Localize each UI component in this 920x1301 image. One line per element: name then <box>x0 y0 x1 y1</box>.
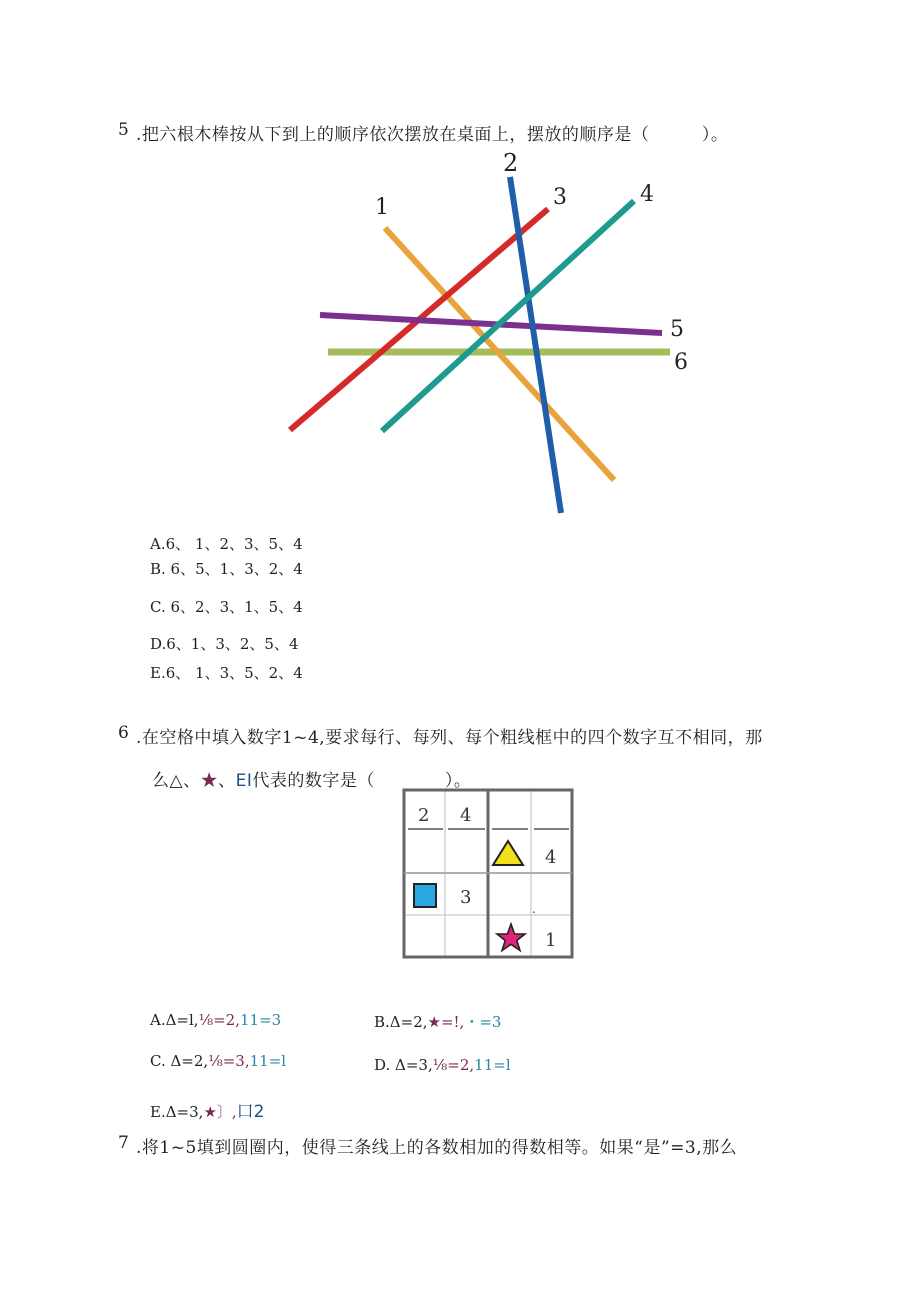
star-symbol: ★ <box>200 771 219 791</box>
q5-option-b[interactable]: B. 6、5、1、3、2、4 <box>150 560 303 578</box>
q5-option-a[interactable]: A.6、 1、2、3、5、4 <box>150 535 303 553</box>
cell-r1c1: 2 <box>418 805 430 826</box>
q6-option-b-end: ・=3 <box>464 1013 502 1031</box>
q6-option-c-end: 11=l <box>249 1052 287 1070</box>
cell-r2c4: 4 <box>545 847 557 868</box>
q6-option-e-end: 口2 <box>236 1102 265 1122</box>
cell-r3c2: 3 <box>460 887 472 908</box>
square-icon <box>414 884 436 907</box>
stick-label-6: 6 <box>674 350 688 375</box>
q6-option-d-prefix: D. Δ=3, <box>374 1056 433 1074</box>
q5-option-d[interactable]: D.6、1、3、2、5、4 <box>150 635 299 653</box>
cell-r1c2: 4 <box>460 805 472 826</box>
stick-label-2: 2 <box>503 149 519 177</box>
grid-dot: . <box>532 902 536 916</box>
q5-number: 5 <box>118 120 130 140</box>
q6-option-d-mid: ⅛=2, <box>432 1056 475 1074</box>
q6-option-e-prefix: E.Δ=3, <box>150 1103 204 1121</box>
q6-text-a: 么△、 <box>152 771 201 791</box>
q7-number: 7 <box>118 1133 130 1153</box>
q6-number: 6 <box>118 723 130 743</box>
q6-option-b-mid: ★=!, <box>427 1013 465 1031</box>
cell-r4c4: 1 <box>545 930 557 951</box>
q6-option-b-prefix: B.Δ=2, <box>374 1013 428 1031</box>
square-symbol-text: EI <box>235 771 253 791</box>
q6-option-a-prefix: A.Δ=l, <box>150 1011 199 1029</box>
q6-option-d[interactable] <box>374 1056 511 1074</box>
q6-option-c-mid: ⅛=3, <box>208 1052 250 1070</box>
star-icon <box>497 924 525 951</box>
q6-option-a[interactable] <box>150 1011 281 1029</box>
stick-label-4: 4 <box>640 182 654 207</box>
stick-label-3: 3 <box>553 185 567 210</box>
q6-text-d: 代表的数字是（ ）。 <box>252 771 472 791</box>
q6-text-line1: .在空格中填入数字1~4,要求每行、每列、每个粗线框中的四个数字互不相同，那 <box>136 728 763 748</box>
sudoku-grid <box>400 788 576 960</box>
q6-option-a-mid: ⅛=2, <box>198 1011 240 1029</box>
q6-option-e-mid: ★〕, <box>203 1103 237 1121</box>
q5-option-c[interactable]: C. 6、2、3、1、5、4 <box>150 598 303 616</box>
stick-label-1: 1 <box>375 195 389 220</box>
q5-option-e[interactable]: E.6、 1、3、5、2、4 <box>150 664 303 682</box>
q6-option-e[interactable] <box>150 1097 264 1122</box>
q6-option-c[interactable] <box>150 1052 286 1070</box>
q7-text: .将1~5填到圆圈内，使得三条线上的各数相加的得数相等。如果“是”=3,那么 <box>136 1138 738 1158</box>
sticks-figure <box>270 145 710 525</box>
q5-text: .把六根木棒按从下到上的顺序依次摆放在桌面上，摆放的顺序是（ ）。 <box>136 125 729 145</box>
q6-text-b: 、 <box>218 771 236 791</box>
q6-option-d-end: 11=l <box>474 1056 511 1074</box>
q6-option-c-prefix: C. Δ=2, <box>150 1052 209 1070</box>
triangle-icon <box>493 841 523 865</box>
q6-option-b[interactable] <box>374 1011 501 1032</box>
q6-option-a-end: 11=3 <box>240 1011 282 1029</box>
stick-label-5: 5 <box>670 317 684 342</box>
stick-2 <box>510 177 561 513</box>
